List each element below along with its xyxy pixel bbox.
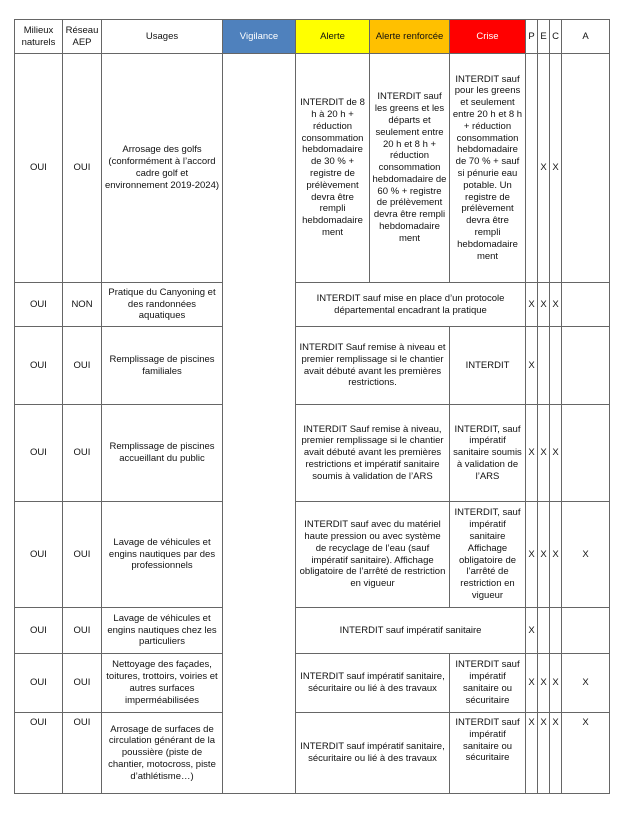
- cell-p: X: [526, 713, 538, 794]
- header-e: E: [538, 20, 550, 54]
- cell-e: X: [538, 54, 550, 283]
- table-row: [15, 713, 610, 794]
- cell-p: X: [526, 654, 538, 713]
- cell-crise: INTERDIT sauf impératif sanitaire ou sécuritaire: [450, 713, 526, 794]
- cell-usage: Remplissage de piscines accueillant du public: [102, 405, 223, 502]
- cell-milieux: OUI: [15, 283, 63, 327]
- table-row: [15, 54, 610, 283]
- cell-reseau: OUI: [63, 608, 102, 654]
- cell-alerte-renforcee: INTERDIT Sauf remise à niveau et premier remplissage si le chantier avait débuté avant les premières restrictions.: [296, 327, 450, 405]
- cell-milieux: OUI: [15, 405, 63, 502]
- cell-crise: INTERDIT, sauf impératif sanitaire Affichage obligatoire de l’arrêté de restriction en vigueur: [450, 502, 526, 608]
- cell-crise: INTERDIT, sauf impératif sanitaire soumis à validation de l’ARS: [450, 405, 526, 502]
- cell-e: X: [538, 654, 550, 713]
- cell-alerte-renforcee: INTERDIT sauf impératif sanitaire, sécuritaire ou lié à des travaux: [296, 654, 450, 713]
- cell-e: X: [538, 405, 550, 502]
- cell-merged-restriction: INTERDIT sauf impératif sanitaire: [296, 608, 526, 654]
- header-reseau: Réseau AEP: [63, 20, 102, 54]
- cell-milieux: OUI: [15, 654, 63, 713]
- cell-usage: Pratique du Canyoning et des randonnées aquatiques: [102, 283, 223, 327]
- cell-milieux: OUI: [15, 608, 63, 654]
- cell-reseau: OUI: [63, 713, 102, 794]
- cell-a: [562, 327, 610, 405]
- cell-usage: Arrosage des golfs (conformément à l’accord cadre golf et environnement 2019-2024): [102, 54, 223, 283]
- cell-milieux: OUI: [15, 502, 63, 608]
- table-row: [15, 502, 610, 608]
- cell-milieux: OUI: [15, 327, 63, 405]
- cell-alerte-renforcee: INTERDIT sauf avec du matériel haute pression ou avec système de recyclage de l’eau (sauf impératif sanitaire). Affichage obligatoire de l’arrêté de restriction en vigueur: [296, 502, 450, 608]
- header-alerte: Alerte: [296, 20, 370, 54]
- cell-p: X: [526, 502, 538, 608]
- cell-merged-restriction: INTERDIT sauf mise en place d’un protocole départemental encadrant la pratique: [296, 283, 526, 327]
- cell-reseau: OUI: [63, 405, 102, 502]
- cell-milieux: OUI: [15, 713, 63, 794]
- cell-usage: Remplissage de piscines familiales: [102, 327, 223, 405]
- header-milieux: Milieux naturels: [15, 20, 63, 54]
- cell-usage: Arrosage de surfaces de circulation générant de la poussière (piste de chantier, motocross, piste d’athlétisme…): [102, 713, 223, 794]
- header-usages: Usages: [102, 20, 223, 54]
- header-a: A: [562, 20, 610, 54]
- cell-a: X: [562, 713, 610, 794]
- cell-a: [562, 608, 610, 654]
- table-row: [15, 405, 610, 502]
- table-row: [15, 654, 610, 713]
- cell-e: [538, 608, 550, 654]
- cell-crise: INTERDIT sauf pour les greens et seulement entre 20 h et 8 h + réduction consommation hebdomadaire de 70 % + sauf si pénurie eau potable. Un registre de prélèvement devra être rempli hebdomadaire ment: [450, 54, 526, 283]
- cell-alerte: INTERDIT de 8 h à 20 h + réduction consommation hebdomadaire de 30 % + registre de prélèvement devra être rempli hebdomadaire ment: [296, 54, 370, 283]
- table-row: [15, 327, 610, 405]
- header-crise: Crise: [450, 20, 526, 54]
- cell-p: X: [526, 327, 538, 405]
- header-c: C: [550, 20, 562, 54]
- cell-reseau: OUI: [63, 327, 102, 405]
- cell-e: [538, 327, 550, 405]
- cell-crise: INTERDIT sauf impératif sanitaire ou sécuritaire: [450, 654, 526, 713]
- cell-usage: Lavage de véhicules et engins nautiques chez les particuliers: [102, 608, 223, 654]
- header-row: [15, 20, 610, 54]
- cell-a: [562, 54, 610, 283]
- cell-c: X: [550, 502, 562, 608]
- cell-e: X: [538, 283, 550, 327]
- header-p: P: [526, 20, 538, 54]
- cell-reseau: NON: [63, 283, 102, 327]
- cell-a: X: [562, 502, 610, 608]
- cell-reseau: OUI: [63, 654, 102, 713]
- cell-vigilance-empty: [223, 54, 296, 794]
- cell-c: X: [550, 405, 562, 502]
- cell-milieux: OUI: [15, 54, 63, 283]
- cell-c: X: [550, 713, 562, 794]
- cell-c: [550, 327, 562, 405]
- cell-p: [526, 54, 538, 283]
- table-row: [15, 608, 610, 654]
- cell-reseau: OUI: [63, 54, 102, 283]
- cell-p: X: [526, 608, 538, 654]
- cell-e: X: [538, 713, 550, 794]
- cell-c: X: [550, 54, 562, 283]
- cell-p: X: [526, 405, 538, 502]
- cell-alerte-renforcee: INTERDIT sauf impératif sanitaire, sécuritaire ou lié à des travaux: [296, 713, 450, 794]
- table-row: [15, 283, 610, 327]
- cell-alerte-renforcee: INTERDIT sauf les greens et les départs et seulement entre 20 h et 8 h + réduction consommation hebdomadaire de 60 % + registre de prélèvement devra être rempli hebdomadaire ment: [370, 54, 450, 283]
- cell-crise: INTERDIT: [450, 327, 526, 405]
- cell-usage: Nettoyage des façades, toitures, trottoirs, voiries et autres surfaces imperméabilisées: [102, 654, 223, 713]
- cell-reseau: OUI: [63, 502, 102, 608]
- restrictions-table: [14, 19, 610, 794]
- cell-a: [562, 283, 610, 327]
- cell-alerte-renforcee: INTERDIT Sauf remise à niveau, premier remplissage si le chantier avait débuté avant les premières restrictions et impératif sanitaire soumis à validation de l’ARS: [296, 405, 450, 502]
- cell-c: [550, 608, 562, 654]
- cell-e: X: [538, 502, 550, 608]
- header-alerte-renforcee: Alerte renforcée: [370, 20, 450, 54]
- cell-a: [562, 405, 610, 502]
- cell-usage: Lavage de véhicules et engins nautiques par des professionnels: [102, 502, 223, 608]
- cell-p: X: [526, 283, 538, 327]
- header-vigilance: Vigilance: [223, 20, 296, 54]
- cell-a: X: [562, 654, 610, 713]
- cell-c: X: [550, 654, 562, 713]
- cell-c: X: [550, 283, 562, 327]
